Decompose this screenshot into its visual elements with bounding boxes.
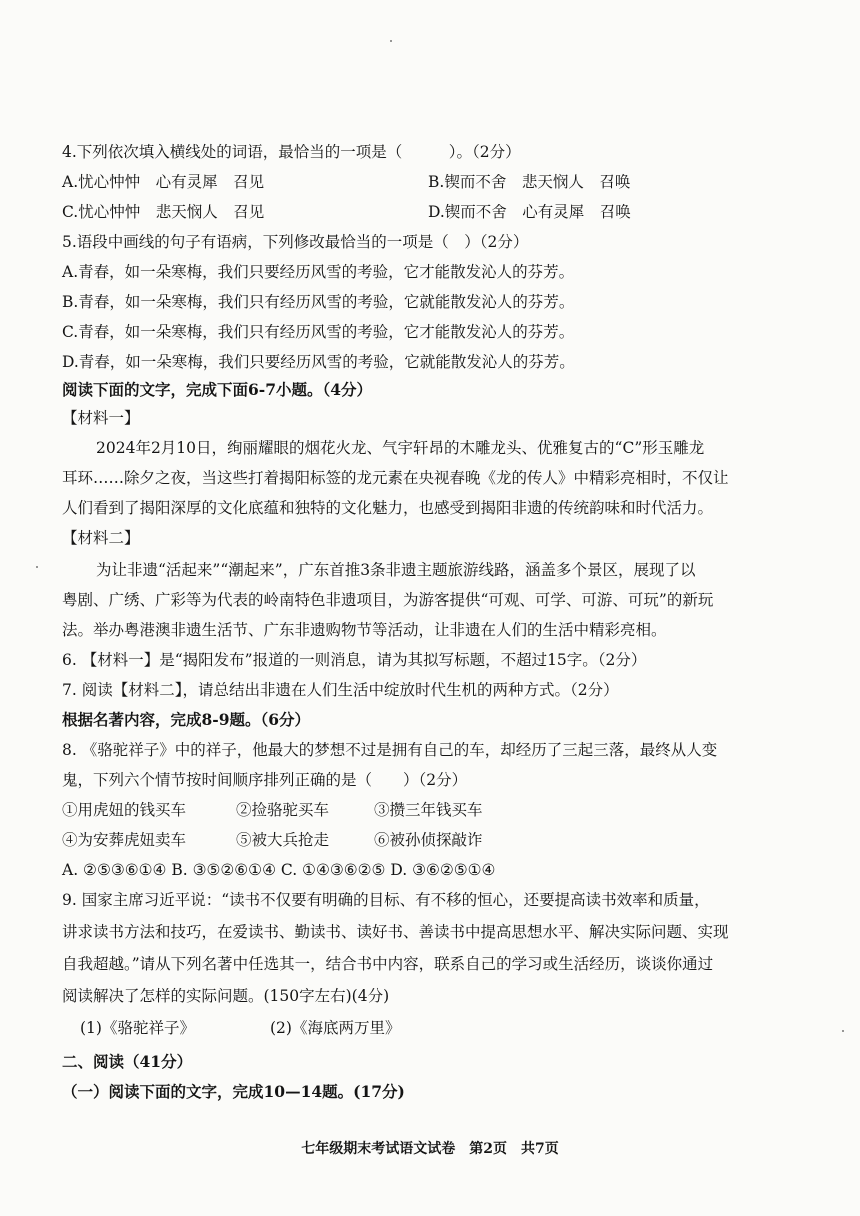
- scan-speck: [842, 1030, 844, 1032]
- scan-speck: [36, 566, 38, 568]
- plot-item-4: ④为安葬虎妞卖车: [62, 831, 187, 849]
- material-two-line-2: 粤剧、广绣、广彩等为代表的岭南特色非遗项目，为游客提供“可观、可学、可游、可玩”的新玩: [62, 591, 714, 609]
- material-two-title: 【材料二】: [62, 529, 140, 547]
- plot-item-2: ②捡骆驼买车: [236, 801, 330, 819]
- material-one-line-2: 耳环……除夕之夜，当这些打着揭阳标签的龙元素在央视春晚《龙的传人》中精彩亮相时，不仅让: [62, 469, 729, 487]
- q4-option-d: D.锲而不舍 心有灵犀 召唤: [428, 203, 631, 221]
- material-one-line-3: 人们看到了揭阳深厚的文化底蕴和独特的文化魅力，也感受到揭阳非遗的传统韵味和时代活力。: [62, 499, 714, 517]
- page-footer: 七年级期末考试语文试卷 第2页 共7页: [301, 1141, 559, 1157]
- q4-option-b: B.锲而不舍 悲天悯人 召唤: [428, 173, 631, 191]
- question-6: 6. 【材料一】是“揭阳发布”报道的一则消息，请为其拟写标题，不超过15字。（2分）: [62, 651, 647, 669]
- q4-option-a: A.忧心忡忡 心有灵犀 召见: [62, 173, 265, 191]
- plot-item-5: ⑤被大兵抢走: [236, 831, 330, 849]
- q5-stem: 5.语段中画线的句子有语病，下列修改最恰当的一项是（ ）（2分）: [62, 233, 529, 251]
- q4-stem: 4.下列依次填入横线处的词语，最恰当的一项是（ ）。（2分）: [62, 143, 521, 161]
- scan-speck: [390, 40, 392, 42]
- q5-option-a: A.青春，如一朵寒梅，我们只要经历风雪的考验，它才能散发沁人的芬芳。: [62, 263, 575, 281]
- question-9-line-4: 阅读解决了怎样的实际问题。(150字左右)(4分): [62, 987, 390, 1005]
- q5-option-c: C.青春，如一朵寒梅，我们只有经历风雪的考验，它才能散发沁人的芬芳。: [62, 323, 575, 341]
- material-two-line-3: 法。举办粤港澳非遗生活节、广东非遗购物节等活动，让非遗在人们的生活中精彩亮相。: [62, 621, 667, 639]
- question-9-line-1: 9. 国家主席习近平说：“读书不仅要有明确的目标、有不移的恒心，还要提高读书效率和质量，: [62, 891, 710, 909]
- book-option-2: (2)《海底两万里》: [270, 1019, 401, 1037]
- question-8-options: A. ②⑤③⑥①④ B. ③⑤②⑥①④ C. ①④③⑥②⑤ D. ③⑥②⑤①④: [62, 861, 496, 879]
- q4-option-c: C.忧心忡忡 悲天悯人 召见: [62, 203, 265, 221]
- section-2-title: 二、阅读（41分）: [62, 1052, 193, 1071]
- material-one-title: 【材料一】: [62, 409, 140, 427]
- section-2-subsection-1: （一）阅读下面的文字，完成10—14题。(17分): [62, 1082, 405, 1101]
- plot-item-6: ⑥被孙侦探敲诈: [374, 831, 483, 849]
- classics-instruction: 根据名著内容，完成8-9题。（6分）: [62, 710, 311, 729]
- plot-item-1: ①用虎妞的钱买车: [62, 801, 187, 819]
- reading-6-7-instruction: 阅读下面的文字，完成下面6-7小题。（4分）: [62, 380, 373, 399]
- plot-item-3: ③攒三年钱买车: [374, 801, 483, 819]
- book-option-1: (1)《骆驼祥子》: [80, 1019, 195, 1037]
- question-8-line-1: 8. 《骆驼祥子》中的祥子，他最大的梦想不过是拥有自己的车，却经历了三起三落，最终从人变: [62, 741, 718, 759]
- q5-option-b: B.青春，如一朵寒梅，我们只有经历风雪的考验，它就能散发沁人的芬芳。: [62, 293, 575, 311]
- material-one-line-1: 2024年2月10日，绚丽耀眼的烟花火龙、气宇轩昂的木雕龙头、优雅复古的“C”形玉雕龙: [96, 439, 705, 457]
- question-7: 7. 阅读【材料二】，请总结出非遗在人们生活中绽放时代生机的两种方式。（2分）: [62, 681, 619, 699]
- material-two-line-1: 为让非遗“活起来”“潮起来”，广东首推3条非遗主题旅游线路，涵盖多个景区，展现了以: [96, 561, 696, 579]
- q5-option-d: D.青春，如一朵寒梅，我们只要经历风雪的考验，它就能散发沁人的芬芳。: [62, 353, 575, 371]
- question-9-line-2: 讲求读书方法和技巧，在爱读书、勤读书、读好书、善读书中提高思想水平、解决实际问题、实现: [62, 923, 729, 941]
- question-9-line-3: 自我超越。”请从下列名著中任选其一，结合书中内容，联系自己的学习或生活经历，谈谈你通过: [62, 955, 714, 973]
- question-8-line-2: 鬼，下列六个情节按时间顺序排列正确的是（ ）（2分）: [62, 771, 468, 789]
